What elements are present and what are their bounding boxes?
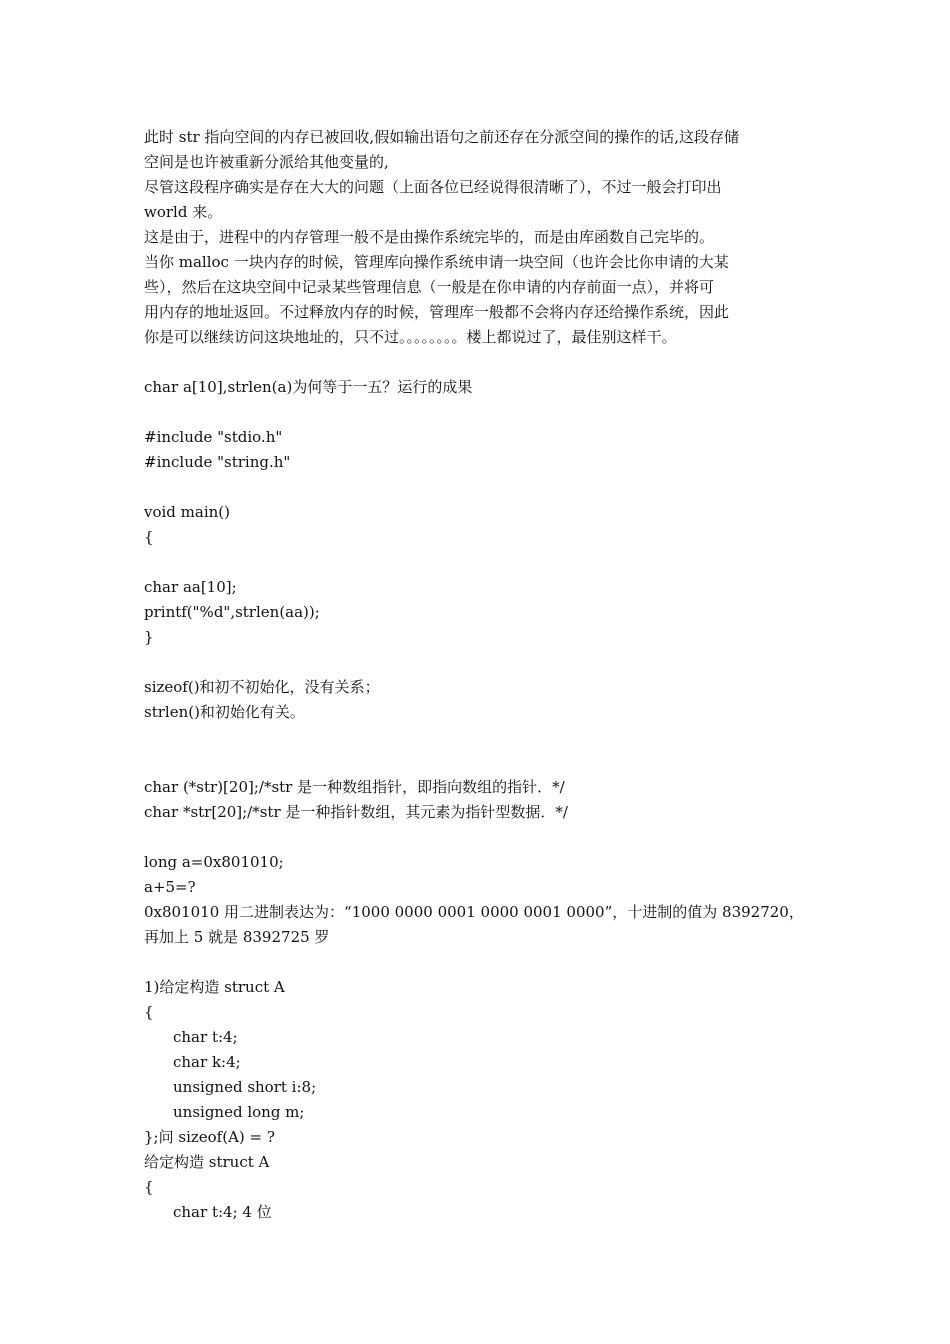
blank-line <box>144 350 814 375</box>
code-line: { <box>144 1178 154 1196</box>
question-line: 1)给定构造 struct A <box>144 978 285 996</box>
paragraph-line: 此时 str 指向空间的内存已被回收,假如输出语句之前还存在分派空间的操作的话,这段存储 <box>144 128 739 146</box>
paragraph-line: 再加上 5 就是 8392725 罗 <box>144 928 330 946</box>
document-body <box>144 125 814 1225</box>
paragraph-line: world 来。 <box>144 203 223 221</box>
blank-line <box>144 950 814 975</box>
code-line: #include "stdio.h" <box>144 428 283 446</box>
blank-line <box>144 550 814 575</box>
code-line: };问 sizeof(A) = ? <box>144 1128 275 1146</box>
code-line: printf("%d",strlen(aa)); <box>144 603 320 621</box>
blank-line <box>144 725 814 750</box>
code-line: unsigned short i:8; <box>173 1078 317 1096</box>
code-line: char (*str)[20];/*str 是一种数组指针，即指向数组的指针．*/ <box>144 778 565 796</box>
blank-line <box>144 475 814 500</box>
code-line: char aa[10]; <box>144 578 237 596</box>
paragraph-line: 当你 malloc 一块内存的时候，管理库向操作系统申请一块空间（也许会比你申请的大某 <box>144 253 729 271</box>
code-line: long a=0x801010; <box>144 853 284 871</box>
blank-line <box>144 750 814 775</box>
code-line: char k:4; <box>173 1053 241 1071</box>
code-line: } <box>144 628 154 646</box>
paragraph-line: 些），然后在这块空间中记录某些管理信息（一般是在你申请的内存前面一点），并将可 <box>144 278 715 296</box>
paragraph-line: 用内存的地址返回。不过释放内存的时候，管理库一般都不会将内存还给操作系统，因此 <box>144 303 730 321</box>
paragraph-line: 空间是也许被重新分派给其他变量的, <box>144 153 389 171</box>
blank-line <box>144 650 814 675</box>
paragraph-line: 这是由于，进程中的内存管理一般不是由操作系统完毕的，而是由库函数自己完毕的。 <box>144 228 715 246</box>
blank-line <box>144 825 814 850</box>
code-line: { <box>144 1003 154 1021</box>
paragraph-line: sizeof()和初不初始化，没有关系； <box>144 678 380 696</box>
question-line: 给定构造 struct A <box>144 1153 270 1171</box>
code-line: #include "string.h" <box>144 453 291 471</box>
blank-line <box>144 400 814 425</box>
paragraph-line: 尽管这段程序确实是存在大大的问题（上面各位已经说得很清晰了），不过一般会打印出 <box>144 178 722 196</box>
code-line: char t:4; 4 位 <box>173 1203 272 1221</box>
paragraph-line: strlen()和初始化有关。 <box>144 703 305 721</box>
question-line: char a[10],strlen(a)为何等于一五？运行的成果 <box>144 378 473 396</box>
paragraph-line: 0x801010 用二进制表达为：“1000 0000 0001 0000 0001 0000”，十进制的值为 8392720， <box>144 903 804 921</box>
code-line: { <box>144 528 154 546</box>
code-line: void main() <box>144 503 231 521</box>
code-line: char *str[20];/*str 是一种指针数组，其元素为指针型数据．*/ <box>144 803 568 821</box>
paragraph-line: 你是可以继续访问这块地址的，只不过。。。。。。。。楼上都说过了，最佳别这样干。 <box>144 328 677 346</box>
code-line: unsigned long m; <box>173 1103 305 1121</box>
code-line: char t:4; <box>173 1028 238 1046</box>
code-line: a+5=? <box>144 878 196 896</box>
